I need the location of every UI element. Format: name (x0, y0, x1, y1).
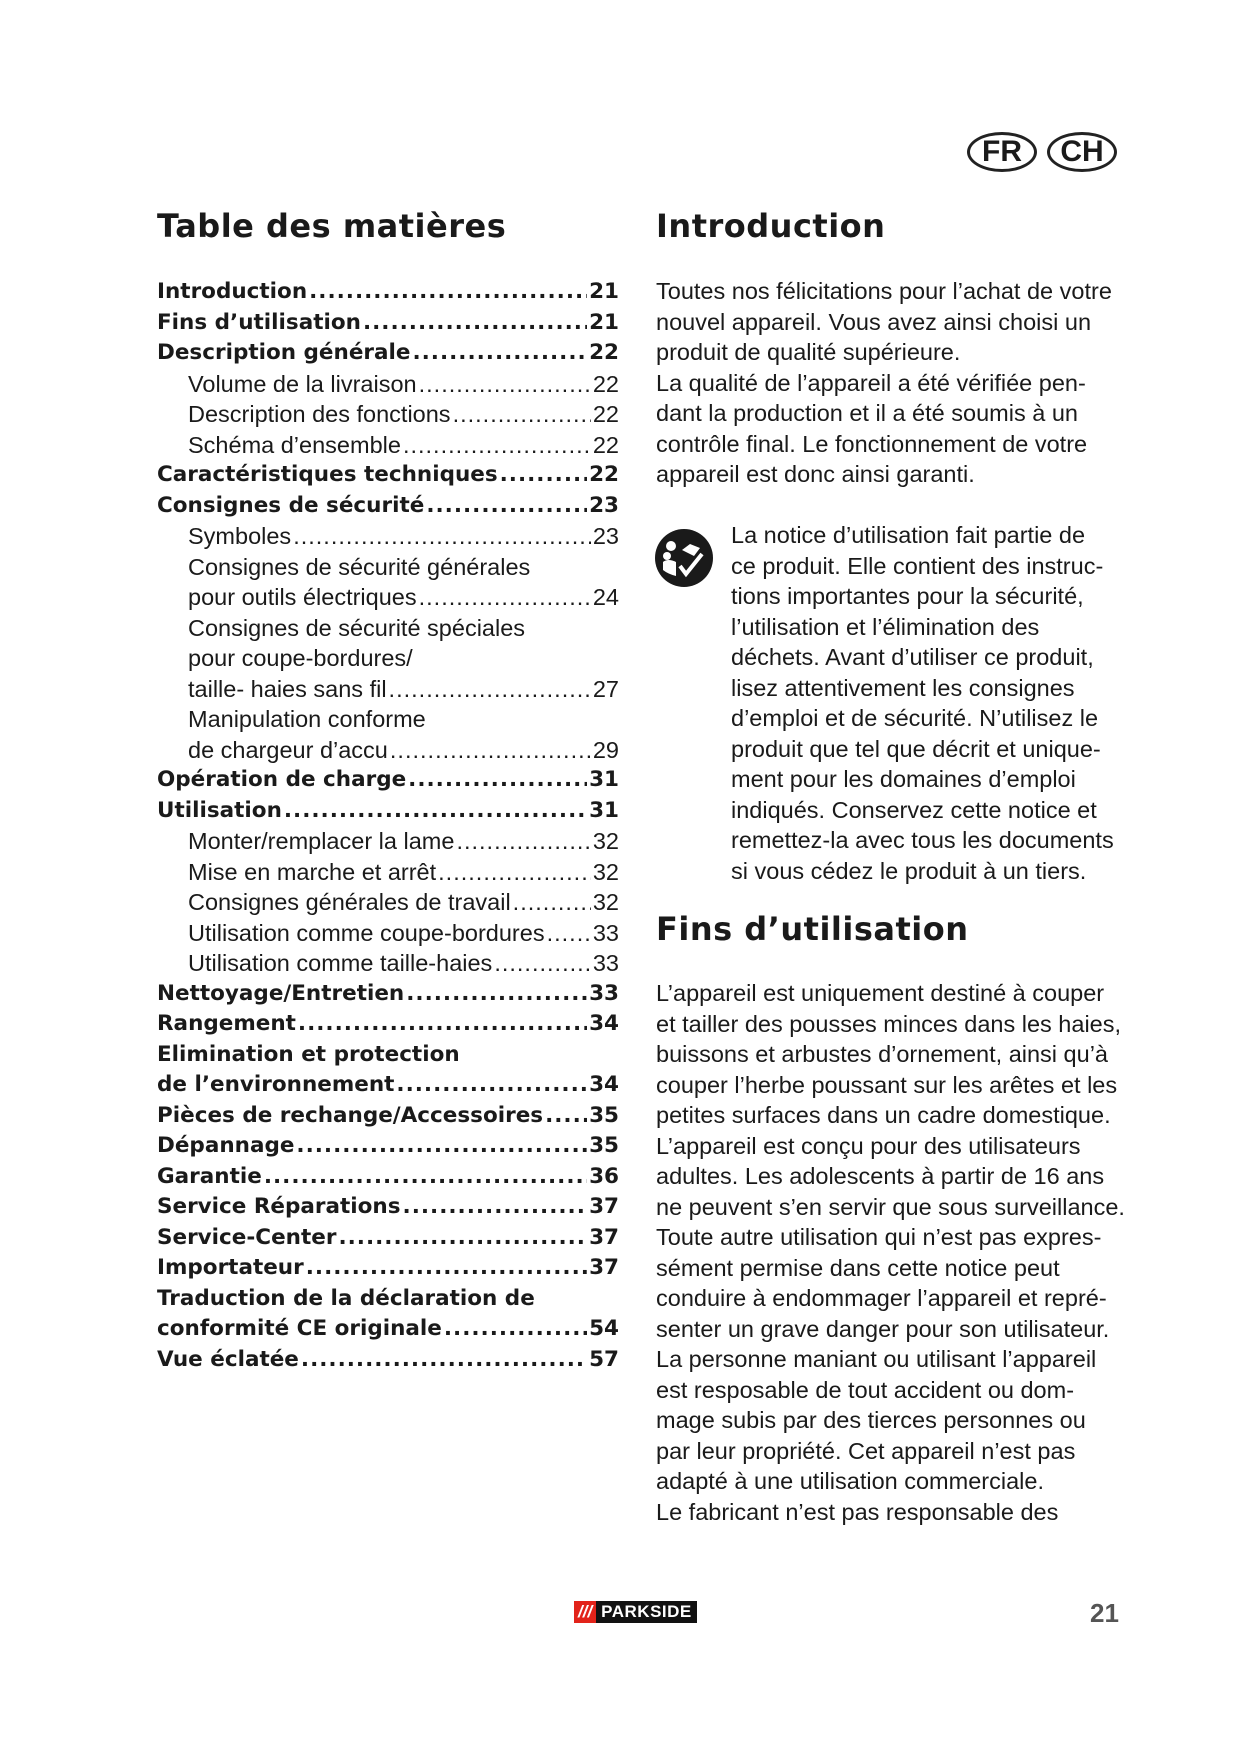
dot-leader (403, 1192, 588, 1223)
text-line: La personne maniant ou utilisant l’appareil (656, 1346, 1097, 1372)
toc-entry[interactable] (157, 826, 619, 857)
text-line: Toutes nos félicitations pour l’achat de votre (656, 278, 1112, 304)
toc-entry[interactable] (157, 1253, 619, 1284)
country-badge-ch: CH (1047, 132, 1117, 172)
toc-entry[interactable] (157, 765, 619, 796)
toc-entry[interactable] (157, 308, 619, 339)
text-line: produit que tel que décrit et unique- (731, 735, 1101, 762)
toc-entry-label: Rangement (157, 1011, 296, 1036)
text-line: senter un grave danger pour son utilisateur. (656, 1315, 1110, 1342)
text-line: adultes. Les adolescents à partir de 16 ans (656, 1163, 1105, 1189)
toc-entry-label: Utilisation (157, 797, 282, 823)
toc-entry-label: Consignes de sécurité (157, 492, 425, 518)
text-line: conduire à endommager l’appareil et repré- (656, 1285, 1107, 1311)
toc-entry-line (157, 613, 619, 644)
dot-leader (412, 338, 587, 369)
toc-entry[interactable] (157, 918, 619, 949)
toc-entry-label: Utilisation comme coupe-bordures (188, 919, 545, 946)
dot-leader (494, 948, 591, 979)
text-line: Le fabricant n’est pas responsable des (656, 1498, 1059, 1525)
toc-entry[interactable] (157, 369, 619, 400)
text-line: est resposable de tout accident ou dom- (656, 1376, 1075, 1403)
dot-leader (390, 735, 591, 766)
toc-entry-page: 34 (589, 1011, 619, 1036)
toc-entry-label: Pièces de rechange/Accessoires (157, 1102, 544, 1128)
dot-leader (456, 826, 590, 857)
toc-entry-label: Mise en marche et arrêt (188, 858, 437, 885)
toc-entry-page: 22 (589, 340, 619, 365)
toc-entry[interactable] (157, 399, 619, 430)
toc-entry[interactable] (157, 1162, 619, 1193)
toc-entry-label: Schéma d’ensemble (188, 431, 401, 458)
text-line: déchets. Avant d’utiliser ce produit, (731, 644, 1094, 670)
text-line: ment pour les domaines d’emploi (731, 766, 1076, 792)
country-badges (967, 132, 1127, 172)
toc-entry-page: 22 (589, 462, 619, 487)
toc-entry-page: 33 (592, 919, 619, 946)
text-line: nouvel appareil. Vous avez ainsi choisi un (656, 308, 1092, 335)
dot-leader (545, 1101, 587, 1132)
text-line: buissons et arbustes d’ornement, ainsi qu’à (656, 1041, 1108, 1067)
logo-text: PARKSIDE (596, 1601, 697, 1623)
toc-entry-page: 22 (592, 431, 619, 458)
toc-entry-page: 31 (589, 797, 619, 823)
text-line: et tailler des pousses minces dans les haies, (656, 1010, 1122, 1037)
toc-entry[interactable] (157, 1223, 619, 1254)
toc-entry[interactable] (157, 277, 619, 308)
toc-entry-page: 32 (592, 889, 619, 915)
toc-entry-label: Monter/remplacer la lame (188, 828, 455, 854)
toc-entry-page: 21 (589, 309, 619, 335)
text-line: Toute autre utilisation qui n’est pas expres- (656, 1224, 1102, 1250)
toc-entry-page: 23 (589, 492, 619, 518)
text-line: La qualité de l’appareil a été vérifiée pen- (656, 369, 1086, 396)
dot-leader (419, 582, 591, 613)
dot-leader (363, 308, 587, 339)
toc-entry-label: Introduction (157, 279, 308, 304)
dot-leader (408, 765, 587, 796)
toc-entry-label: Fins d’utilisation (157, 309, 361, 335)
toc-entry[interactable] (157, 1345, 619, 1376)
toc-entry-line (157, 552, 619, 583)
text-line: lisez attentivement les consignes (731, 674, 1075, 701)
toc-entry[interactable] (157, 1314, 619, 1345)
toc-entry-label: Service Réparations (157, 1194, 401, 1219)
toc-entry-label: Nettoyage/Entretien (157, 980, 405, 1006)
toc-entry-label: Consignes générales de travail (188, 889, 511, 915)
toc-entry-page: 54 (589, 1316, 619, 1341)
toc-entry-page: 35 (589, 1102, 619, 1128)
toc-entry-label: Symboles (188, 523, 292, 549)
read-manual-icon (654, 528, 714, 588)
toc-entry[interactable] (157, 887, 619, 918)
text-line: sément permise dans cette notice peut (656, 1254, 1060, 1281)
dot-leader (306, 1253, 587, 1284)
dot-leader (284, 796, 587, 827)
table-of-contents (157, 277, 619, 1375)
introduction-title: Introduction (656, 207, 886, 245)
toc-entry-page: 23 (592, 523, 619, 549)
toc-entry[interactable] (157, 338, 619, 369)
logo-stripes: /// (574, 1601, 596, 1623)
toc-entry-page: 37 (589, 1194, 619, 1219)
toc-entry-line (157, 1040, 619, 1071)
toc-entry[interactable] (157, 796, 619, 827)
toc-entry[interactable] (157, 979, 619, 1010)
toc-entry-page: 34 (589, 1072, 619, 1097)
dot-leader (389, 674, 591, 705)
dot-leader (513, 887, 591, 918)
toc-entry-label: Service-Center (157, 1224, 337, 1250)
toc-entry-label: de l’environnement (157, 1072, 395, 1097)
page-number: 21 (1090, 1598, 1119, 1628)
text-line: produit de qualité supérieure. (656, 339, 961, 365)
text-line: contrôle final. Le fonctionnement de votre (656, 430, 1088, 457)
text-line: L’appareil est uniquement destiné à couper (656, 980, 1105, 1006)
dot-leader (264, 1162, 587, 1193)
dot-leader (338, 1223, 587, 1254)
toc-entry-page: 36 (589, 1163, 619, 1189)
toc-entry-label: Utilisation comme taille-haies (188, 950, 493, 976)
text-line: appareil est donc ainsi garanti. (656, 461, 975, 487)
text-line: l’utilisation et l’élimination des (731, 613, 1040, 640)
toc-entry-page: 29 (592, 736, 619, 763)
toc-entry[interactable] (157, 1131, 619, 1162)
text-line: si vous cédez le produit à un tiers. (731, 857, 1087, 884)
toc-entry-label: Volume de la livraison (188, 370, 417, 397)
text-line: petites surfaces dans un cadre domestique. (656, 1102, 1111, 1128)
toc-entry-line (157, 643, 619, 674)
toc-entry[interactable] (157, 1192, 619, 1223)
text-line: tions importantes pour la sécurité, (731, 583, 1084, 609)
toc-entry-label: Vue éclatée (157, 1346, 299, 1372)
toc-title: Table des matières (157, 207, 507, 245)
toc-entry[interactable] (157, 582, 619, 613)
text-line: mage subis par des tierces personnes ou (656, 1407, 1086, 1433)
dot-leader (406, 979, 587, 1010)
dot-leader (296, 1131, 587, 1162)
toc-entry[interactable] (157, 460, 619, 491)
toc-entry-label: Dépannage (157, 1133, 295, 1158)
toc-entry-label: Description générale (157, 340, 411, 365)
text-line: dant la production et il a été soumis à un (656, 400, 1078, 426)
toc-entry-label: Description des fonctions (188, 401, 451, 427)
dot-leader (293, 521, 591, 552)
toc-entry-page: 32 (592, 858, 619, 885)
dot-leader (453, 399, 591, 430)
dot-leader (301, 1345, 587, 1376)
toc-entry-label: conformité CE originale (157, 1316, 442, 1341)
toc-entry-label: Consignes de sécurité spéciales (188, 614, 526, 641)
toc-entry[interactable] (157, 491, 619, 522)
toc-entry[interactable] (157, 1009, 619, 1040)
dot-leader (426, 491, 587, 522)
introduction-text (656, 276, 1112, 490)
toc-entry-label: Traduction de la déclaration de (157, 1285, 535, 1311)
text-line: remettez-la avec tous les documents (731, 827, 1114, 853)
country-badge-fr: FR (967, 132, 1037, 172)
toc-entry-page: 37 (589, 1224, 619, 1250)
toc-entry-label: Opération de charge (157, 767, 407, 792)
text-line: ne peuvent s’en servir que sous surveillance. (656, 1193, 1125, 1220)
text-line: ce produit. Elle contient des instruc- (731, 552, 1104, 579)
text-line: d’emploi et de sécurité. N’utilisez le (731, 705, 1099, 731)
dot-leader (309, 277, 587, 308)
toc-entry[interactable] (157, 674, 619, 705)
toc-entry-line (157, 704, 619, 735)
dot-leader (547, 918, 591, 949)
dot-leader (438, 857, 591, 888)
toc-entry-label: pour outils électriques (188, 584, 417, 610)
dot-leader (500, 460, 587, 491)
dot-leader (298, 1009, 587, 1040)
toc-entry-label: Caractéristiques techniques (157, 462, 498, 487)
toc-entry-page: 33 (592, 950, 619, 976)
toc-entry-label: Garantie (157, 1163, 262, 1189)
toc-entry[interactable] (157, 1101, 619, 1132)
toc-entry-page: 22 (592, 401, 619, 427)
toc-entry-page: 57 (589, 1346, 619, 1372)
fins-text (656, 978, 1125, 1527)
toc-entry-page: 21 (589, 279, 619, 304)
toc-entry-line (157, 1284, 619, 1315)
parkside-logo (574, 1601, 697, 1623)
fins-title: Fins d’utilisation (656, 910, 969, 948)
toc-entry[interactable] (157, 735, 619, 766)
dot-leader (403, 430, 591, 461)
text-line: couper l’herbe poussant sur les arêtes et les (656, 1071, 1118, 1098)
toc-entry-label: Manipulation conforme (188, 706, 426, 732)
toc-entry[interactable] (157, 857, 619, 888)
dot-leader (396, 1070, 587, 1101)
toc-entry-page: 35 (589, 1133, 619, 1158)
toc-entry-label: de chargeur d’accu (188, 736, 388, 763)
toc-entry-page: 22 (592, 370, 619, 397)
toc-entry-page: 27 (592, 675, 619, 702)
toc-entry[interactable] (157, 521, 619, 552)
toc-entry-page: 37 (589, 1255, 619, 1280)
toc-entry[interactable] (157, 430, 619, 461)
text-line: L’appareil est conçu pour des utilisateurs (656, 1132, 1081, 1159)
text-line: par leur propriété. Cet appareil n’est pas (656, 1437, 1076, 1464)
text-line: La notice d’utilisation fait partie de (731, 522, 1086, 548)
toc-entry-page: 33 (589, 980, 619, 1006)
toc-entry-label: Importateur (157, 1255, 304, 1280)
text-line: adapté à une utilisation commerciale. (656, 1468, 1044, 1494)
toc-entry-label: Elimination et protection (157, 1041, 460, 1067)
text-line: indiqués. Conservez cette notice et (731, 796, 1097, 823)
toc-entry-label: taille- haies sans fil (188, 675, 387, 702)
notice-text (731, 520, 1114, 886)
dot-leader (419, 369, 591, 400)
toc-entry-label: pour coupe-bordures/ (188, 645, 413, 671)
dot-leader (444, 1314, 587, 1345)
toc-entry[interactable] (157, 1070, 619, 1101)
toc-entry-page: 32 (592, 828, 619, 854)
toc-entry-label: Consignes de sécurité générales (188, 553, 531, 580)
toc-entry[interactable] (157, 948, 619, 979)
toc-entry-page: 31 (589, 767, 619, 792)
toc-entry-page: 24 (592, 584, 619, 610)
